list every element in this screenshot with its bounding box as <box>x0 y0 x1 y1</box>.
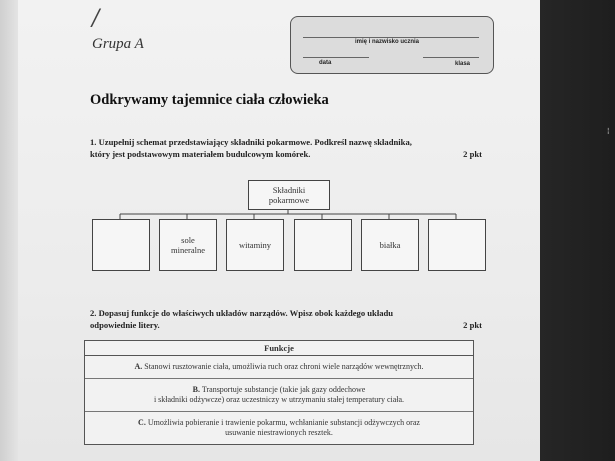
row-letter: A. <box>134 362 143 371</box>
root-label-line-2: pokarmowe <box>268 195 310 205</box>
row-letter: B. <box>192 385 201 394</box>
task-1-points: 2 pkt <box>463 148 482 159</box>
monitor-bezel <box>0 0 20 461</box>
worksheet-page <box>18 0 540 461</box>
date-label: data <box>319 60 332 66</box>
table-row <box>85 379 473 412</box>
table-row <box>85 356 473 379</box>
minerals-line-1: sole <box>181 235 195 245</box>
row-letter: C. <box>138 418 146 427</box>
class-label: klasa <box>455 61 471 67</box>
mouse-cursor-icon: ¦ <box>607 127 610 135</box>
diagram-box-vitamins: witaminy <box>226 219 284 271</box>
minerals-line-2: mineralne <box>171 245 205 255</box>
diagram-box-empty-2[interactable] <box>294 219 352 271</box>
task-2-points: 2 pkt <box>463 319 482 330</box>
row-text-line-2: usuwanie niestrawionych resztek. <box>225 428 333 437</box>
task-1-line-2: który jest podstawowym materiałem budulcowym komórek. <box>90 148 311 159</box>
table-row <box>85 412 473 444</box>
functions-table-header: Funkcje <box>85 341 473 356</box>
student-name-label: imię i nazwisko ucznia <box>355 39 420 45</box>
root-label-line-1: Składniki <box>272 185 306 195</box>
diagram-box-empty-3[interactable] <box>428 219 486 271</box>
task-2-line-2: odpowiednie litery. <box>90 319 160 330</box>
task-2-instruction <box>90 308 482 331</box>
functions-table <box>84 340 474 445</box>
page-title: Odkrywamy tajemnice ciała człowieka <box>90 92 329 108</box>
row-text: Stanowi rusztowanie ciała, umożliwia ruch oraz chroni wiele narządów wewnętrznych. <box>144 362 424 371</box>
diagram-box-proteins: białka <box>361 219 419 271</box>
row-text-line-1: Transportuje substancje (takie jak gazy oddechowe <box>201 385 366 394</box>
row-text-line-2: i składniki odżywcze) oraz uczestniczy w utrzymaniu stałej temperatury ciała. <box>153 395 405 404</box>
diagram-root-nutrients <box>248 180 330 210</box>
diagram-box-minerals <box>159 219 217 271</box>
task-1-line-1: 1. Uzupełnij schemat przedstawiający składniki pokarmowe. Podkreśl nazwę składnika, <box>90 137 412 147</box>
diagram-box-empty-1[interactable] <box>92 219 150 271</box>
group-label: Grupa A <box>92 36 144 52</box>
row-text-line-1: Umożliwia pobieranie i trawienie pokarmu, wchłanianie substancji odżywczych oraz <box>147 418 420 427</box>
page-mark: / <box>92 6 100 31</box>
task-2-line-1: 2. Dopasuj funkcje do właściwych układów narządów. Wpisz obok każdego układu <box>90 308 394 318</box>
